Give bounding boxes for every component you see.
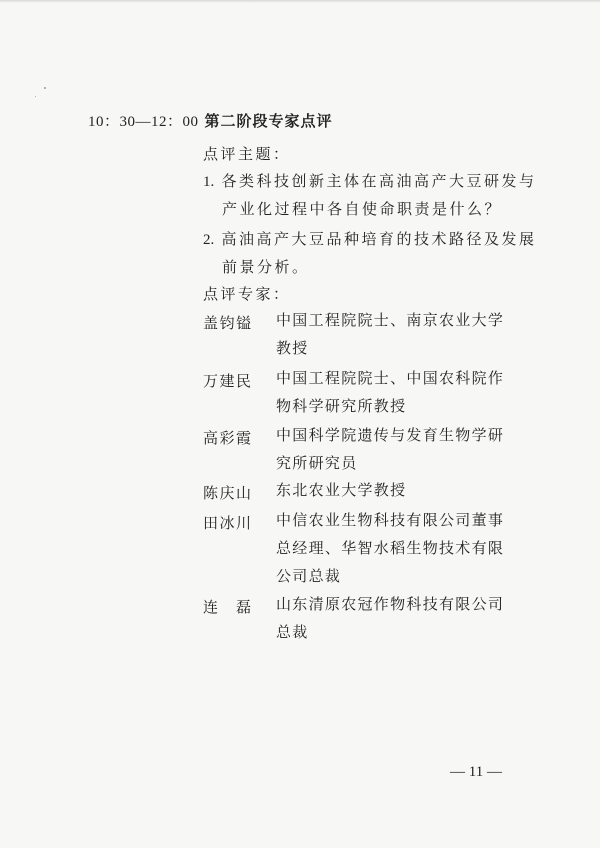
session-header xyxy=(88,110,333,131)
scan-speck xyxy=(44,87,46,89)
expert-description: 中国科学院遗传与发育生物学研究所研究员 xyxy=(276,426,505,472)
expert-description: 中国工程院院士、中国农科院作物科学研究所教授 xyxy=(276,369,505,415)
topic-item-2-line-1 xyxy=(203,228,537,249)
expert-description: 中信农业生物科技有限公司董事总经理、华智水稻生物技术有限公司总裁 xyxy=(276,511,505,585)
page-number: — 11 — xyxy=(450,764,502,780)
session-time: 10：30—12：00 xyxy=(88,114,199,130)
topic-number: 2. xyxy=(203,232,215,248)
experts-label: 点评专家： xyxy=(203,285,291,303)
topic-text: 高油高产大豆品种培育的技术路径及发展 xyxy=(221,230,537,248)
topic-text: 各类科技创新主体在高油高产大豆研发与 xyxy=(221,172,537,190)
topic-number: 1. xyxy=(203,174,215,190)
expert-name: 田冰川 xyxy=(203,514,253,532)
expert-description: 东北农业大学教授 xyxy=(276,481,407,499)
topics-label: 点评主题： xyxy=(203,145,291,163)
topic-item-2-line-2: 前景分析。 xyxy=(222,258,310,276)
topic-item-1-line-1 xyxy=(203,170,537,191)
expert-name: 陈庆山 xyxy=(203,484,253,502)
expert-name: 万建民 xyxy=(203,372,253,390)
expert-name: 连 磊 xyxy=(203,598,253,616)
expert-name: 盖钧镒 xyxy=(203,314,253,332)
expert-description: 山东清原农冠作物科技有限公司总裁 xyxy=(276,595,505,641)
expert-name: 高彩霞 xyxy=(203,429,253,447)
expert-description: 中国工程院院士、南京农业大学教授 xyxy=(276,311,505,357)
session-title: 第二阶段专家点评 xyxy=(204,112,333,130)
topic-item-1-line-2: 产业化过程中各自使命职责是什么？ xyxy=(222,200,503,218)
scan-top-edge xyxy=(0,0,600,3)
scan-speck xyxy=(35,96,36,97)
